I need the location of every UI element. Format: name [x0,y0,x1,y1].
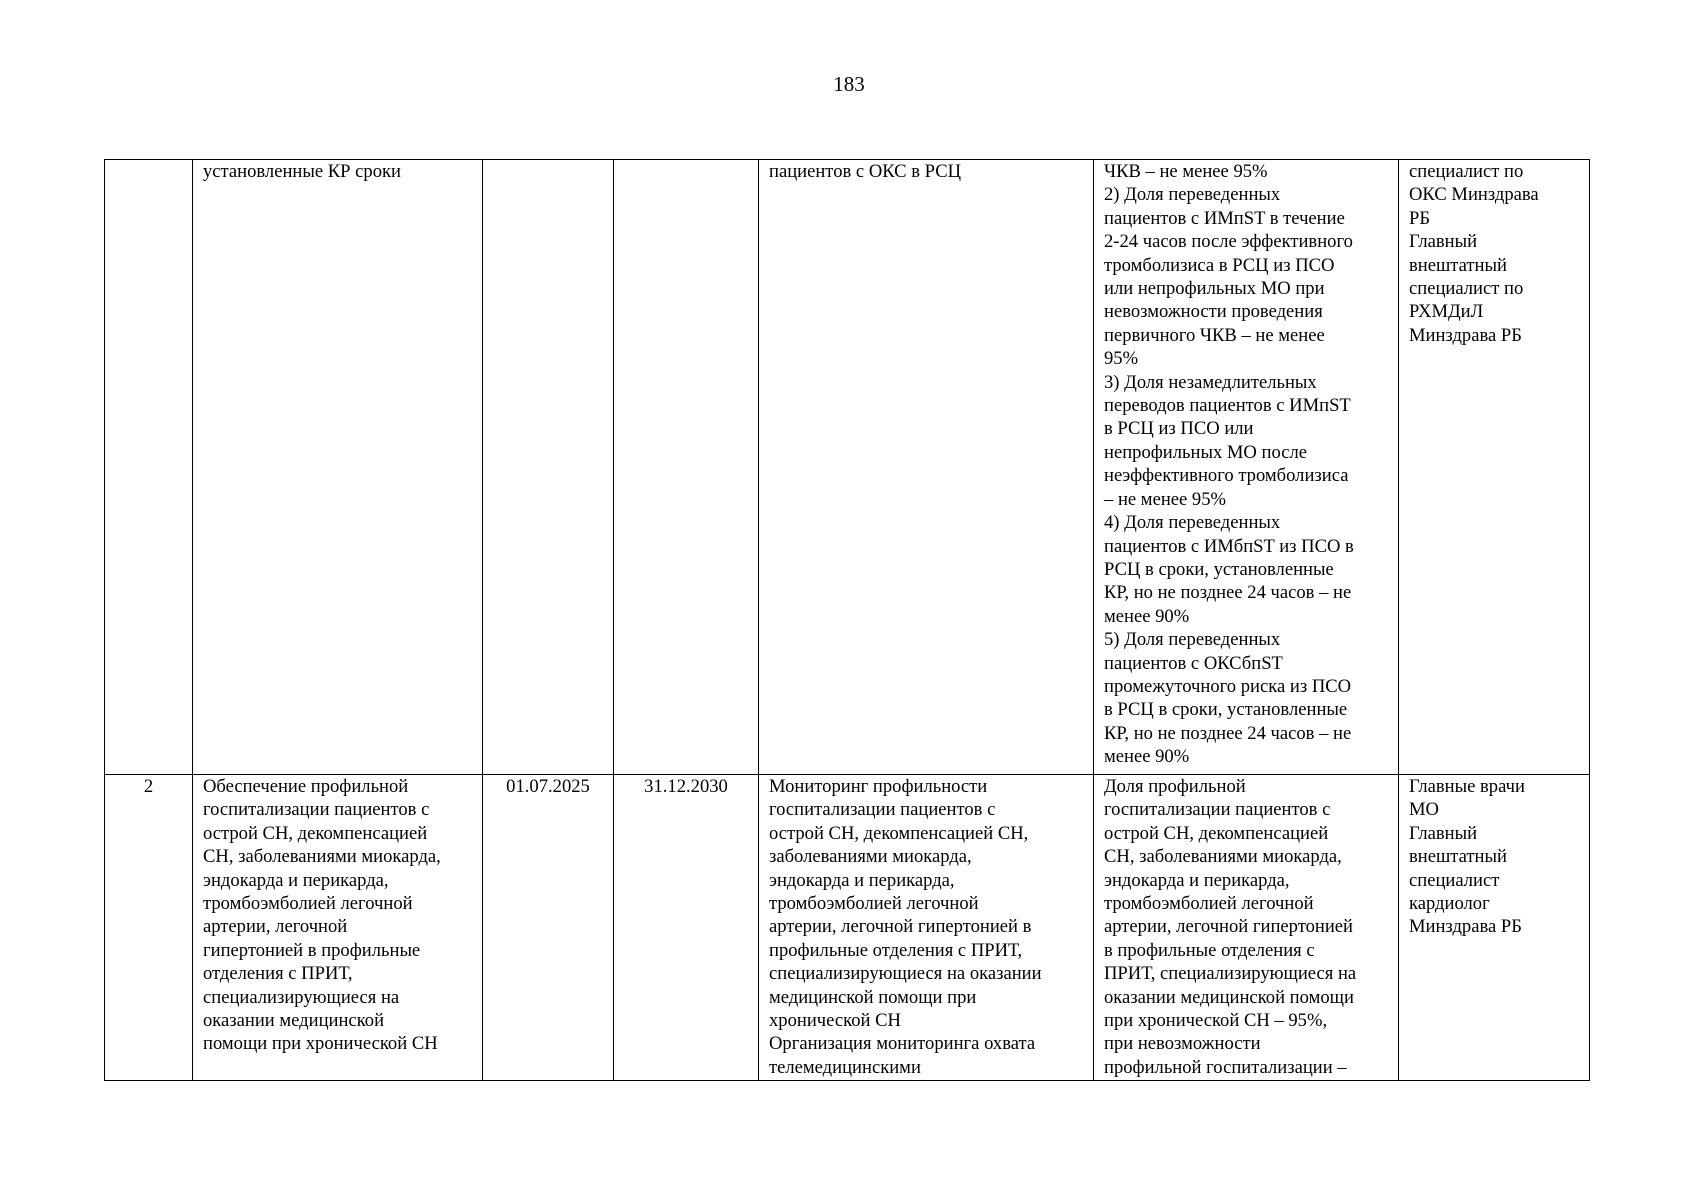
text-line: тромбоэмболией легочной [203,893,413,915]
text-line: кардиолог [1409,893,1490,915]
text-line: Главный [1409,822,1478,844]
text-line: при хронической СН – 95%, [1104,1010,1328,1032]
event-cell [193,160,483,775]
text-line: Организация мониторинга охвата [769,1033,1036,1055]
text-line: 2-24 часов после эффективного [1104,231,1353,253]
text-line: Главные врачи [1409,776,1525,797]
text-line: или непрофильных МО при [1104,278,1325,300]
text-line: Минздрава РБ [1409,324,1522,346]
text-line: внештатный [1409,254,1507,276]
table-row [105,160,1590,775]
text-line: КР, но не позднее 24 часов – не [1104,722,1352,744]
responsible-cell [1399,775,1590,1081]
text-line: заболеваниями миокарда, [769,846,972,868]
text-line: оказании медицинской помощи [1104,986,1354,1008]
text-line: госпитализации пациентов с [1104,799,1331,821]
text-line: переводов пациентов с ИМпST [1104,395,1351,417]
text-line: в РСЦ из ПСО или [1104,418,1254,440]
table-row [105,775,1590,1081]
text-line: гипертонией в профильные [203,939,421,961]
text-line: специалист по [1409,161,1524,182]
text-line: ОКС Минздрава [1409,184,1539,206]
text-line: Главный [1409,231,1478,253]
text-line: РБ [1409,207,1431,229]
plan-table [104,159,1590,1081]
row-number-cell [105,160,193,775]
text-line: 5) Доля переведенных [1104,629,1281,651]
text-line: помощи при хронической СН [203,1033,438,1055]
text-line: при невозможности [1104,1033,1261,1055]
text-line: острой СН, декомпенсацией СН, [769,822,1029,844]
text-line: РСЦ в сроки, установленные [1104,558,1334,580]
indicator-cell [1094,160,1399,775]
text-line: Минздрава РБ [1409,916,1522,938]
text-line: специалист [1409,869,1500,891]
text-line: 2) Доля переведенных [1104,184,1281,206]
text-line: 95% [1104,348,1139,370]
text-line: хронической СН [769,1010,901,1032]
text-line: отделения с ПРИТ, [203,963,353,985]
text-line: артерии, легочной гипертонией [1104,916,1353,938]
text-line: непрофильных МО после [1104,441,1307,463]
text-line: МО [1409,799,1439,821]
text-line: пациентов с ИМпST в течение [1104,207,1345,229]
text-line: медицинской помощи при [769,986,977,1008]
text-line: специалист по [1409,278,1524,300]
text-line: профильной госпитализации – [1104,1056,1347,1078]
responsible-cell [1399,160,1590,775]
text-line: тромбоэмболией легочной [769,893,979,915]
start-date-cell [483,160,614,775]
control-cell [759,160,1094,775]
end-date-cell [614,160,759,775]
text-line: СН, заболеваниями миокарда, [1104,846,1342,868]
row-number-cell: 2 [105,775,193,1081]
text-line: ЧКВ – не менее 95% [1104,161,1268,182]
text-line: в РСЦ в сроки, установленные [1104,699,1348,721]
text-line: пациентов с ОКСбпST [1104,652,1283,674]
text-line: неэффективного тромболизиса [1104,465,1349,487]
text-line: острой СН, декомпенсацией [1104,822,1329,844]
text-line: – не менее 95% [1104,488,1227,510]
text-line: телемедицинскими [769,1056,921,1078]
text-line: Обеспечение профильной [203,776,409,797]
text-line: артерии, легочной гипертонией в [769,916,1032,938]
control-cell [759,775,1094,1081]
text-line: менее 90% [1104,746,1190,768]
text-line: госпитализации пациентов с [203,799,430,821]
text-line: внештатный [1409,846,1507,868]
text-line: специализирующиеся на [203,986,400,1008]
text-line: тромбоэмболией легочной [1104,893,1314,915]
text-line: эндокарда и перикарда, [1104,869,1290,891]
text-line: КР, но не позднее 24 часов – не [1104,582,1352,604]
text-line: специализирующиеся на оказании [769,963,1042,985]
text-line: пациентов с ОКС в РСЦ [769,161,962,182]
indicator-cell [1094,775,1399,1081]
page-number: 183 [833,72,865,96]
text-line: установленные КР сроки [203,161,401,182]
text-line: 4) Доля переведенных [1104,512,1281,534]
text-line: РХМДиЛ [1409,301,1484,323]
text-line: менее 90% [1104,605,1190,627]
end-date-cell: 31.12.2030 [614,775,759,1081]
text-line: первичного ЧКВ – не менее [1104,324,1325,346]
event-cell [193,775,483,1081]
text-line: промежуточного риска из ПСО [1104,675,1352,697]
text-line: оказании медицинской [203,1010,385,1032]
text-line: ПРИТ, специализирующиеся на [1104,963,1357,985]
start-date-cell: 01.07.2025 [483,775,614,1081]
text-line: артерии, легочной [203,916,348,938]
text-line: профильные отделения с ПРИТ, [769,939,1023,961]
text-line: эндокарда и перикарда, [203,869,389,891]
text-line: эндокарда и перикарда, [769,869,955,891]
text-line: СН, заболеваниями миокарда, [203,846,441,868]
text-line: острой СН, декомпенсацией [203,822,428,844]
text-line: пациентов с ИМбпST из ПСО в [1104,535,1354,557]
text-line: Мониторинг профильности [769,776,988,797]
text-line: тромболизиса в РСЦ из ПСО [1104,254,1335,276]
text-line: госпитализации пациентов с [769,799,996,821]
text-line: Доля профильной [1104,776,1246,797]
text-line: в профильные отделения с [1104,939,1315,961]
text-line: невозможности проведения [1104,301,1323,323]
text-line: 3) Доля незамедлительных [1104,371,1317,393]
